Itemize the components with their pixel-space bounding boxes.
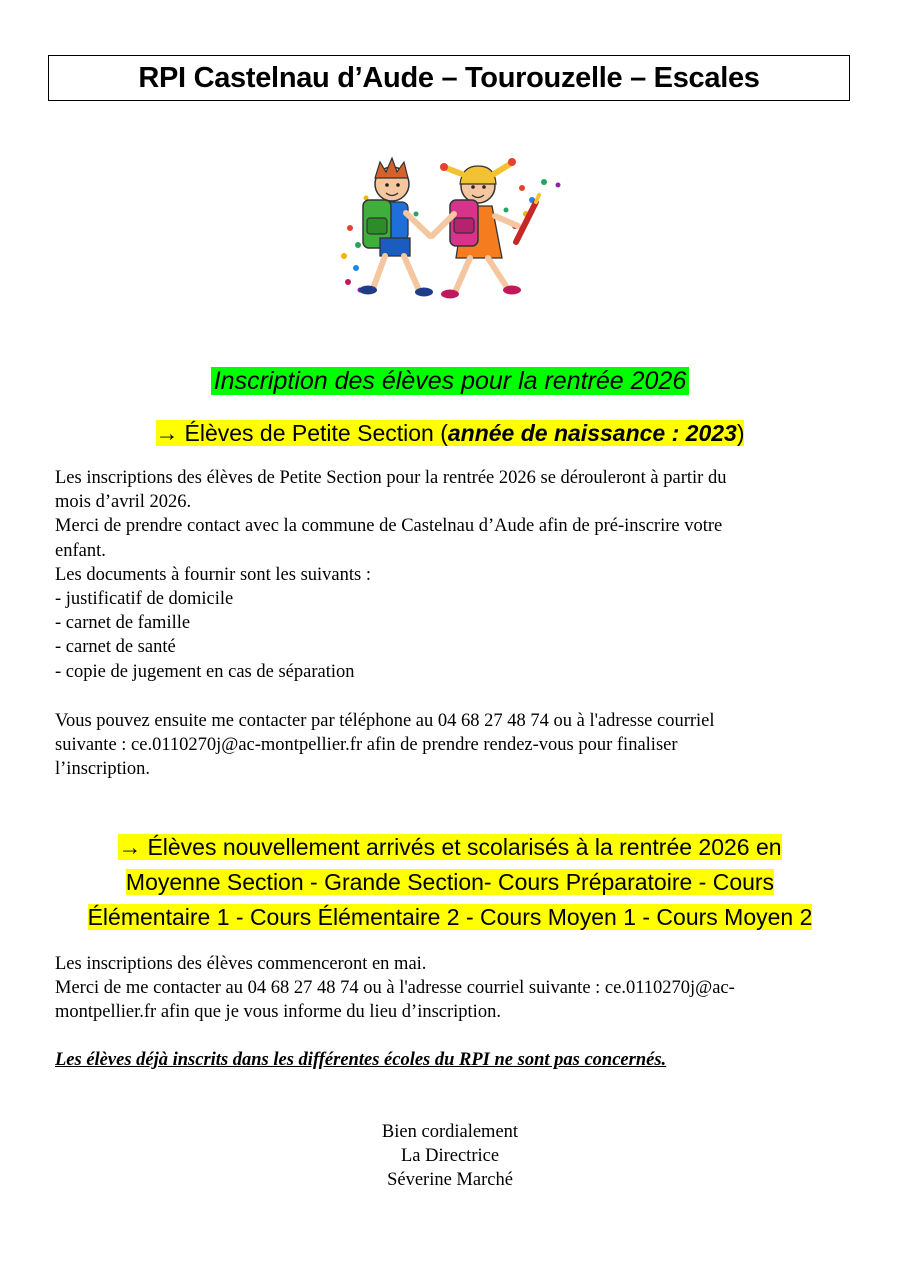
body-line: Les documents à fournir sont les suivants : <box>55 564 371 585</box>
page-title: RPI Castelnau d’Aude – Tourouzelle – Escales <box>48 55 850 101</box>
body-line: Merci de me contacter au 04 68 27 48 74 ou à l'adresse courriel suivante : ce.0110270j@ac- <box>55 978 735 999</box>
signature-closing: Bien cordialement <box>381 1122 519 1142</box>
main-heading <box>0 362 900 400</box>
other-heading-line: Élémentaire 1 - Cours Élémentaire 2 - Cours Moyen 1 - Cours Moyen 2 <box>87 904 813 930</box>
contact-line: Vous pouvez ensuite me contacter par téléphone au 04 68 27 48 74 ou à l'adresse courriel <box>55 711 715 731</box>
main-heading-text: Inscription des élèves pour la rentrée 2026 <box>211 367 690 395</box>
girl-figure <box>432 158 539 299</box>
body-line: enfant. <box>55 540 106 561</box>
document-list-item: - copie de jugement en cas de séparation <box>55 661 355 682</box>
petite-section-heading <box>0 416 900 450</box>
body-line: Merci de prendre contact avec la commune de Castelnau d’Aude afin de pré-inscrire votre <box>55 516 723 537</box>
boy-figure <box>359 158 433 297</box>
petite-section-contact <box>55 709 850 782</box>
contact-line: l’inscription. <box>55 759 151 780</box>
signature-name: Séverine Marché <box>387 1170 513 1190</box>
other-heading-line: Moyenne Section - Grande Section- Cours Préparatoire - Cours <box>125 869 775 895</box>
birth-year-emphasis: année de naissance : 2023 <box>447 420 737 446</box>
other-heading-line-text: Élèves nouvellement arrivés et scolarisés à la rentrée 2026 en <box>147 834 782 860</box>
petite-section-body <box>55 466 850 684</box>
body-line: Les inscriptions des élèves de Petite Section pour la rentrée 2026 se dérouleront à partir du <box>55 468 727 488</box>
signature-block <box>0 1120 900 1192</box>
contact-line: suivante : ce.0110270j@ac-montpellier.fr afin de prendre rendez-vous pour finaliser <box>55 735 678 756</box>
other-sections-body <box>55 952 850 1025</box>
body-line: Les inscriptions des élèves commenceront en mai. <box>55 954 427 974</box>
document-list-item: - justificatif de domicile <box>55 589 234 610</box>
document-list-item: - carnet de santé <box>55 637 176 658</box>
children-with-backpacks-illustration <box>330 118 570 336</box>
signature-role: La Directrice <box>400 1146 500 1166</box>
petite-heading-prefix: Élèves de Petite Section ( <box>184 420 448 446</box>
already-enrolled-notice: Les élèves déjà inscrits dans les différentes écoles du RPI ne sont pas concernés. <box>55 1050 667 1070</box>
other-heading-line <box>118 834 781 860</box>
petite-heading-suffix: ) <box>736 420 745 446</box>
petite-section-heading-highlight <box>156 420 745 446</box>
other-sections-heading <box>30 830 870 935</box>
document-list-item: - carnet de famille <box>55 613 191 634</box>
arrow-right-icon: → <box>118 834 142 860</box>
body-line: montpellier.fr afin que je vous informe du lieu d’inscription. <box>55 1002 501 1023</box>
arrow-right-icon: → <box>155 420 179 446</box>
body-line: mois d’avril 2026. <box>55 492 192 513</box>
